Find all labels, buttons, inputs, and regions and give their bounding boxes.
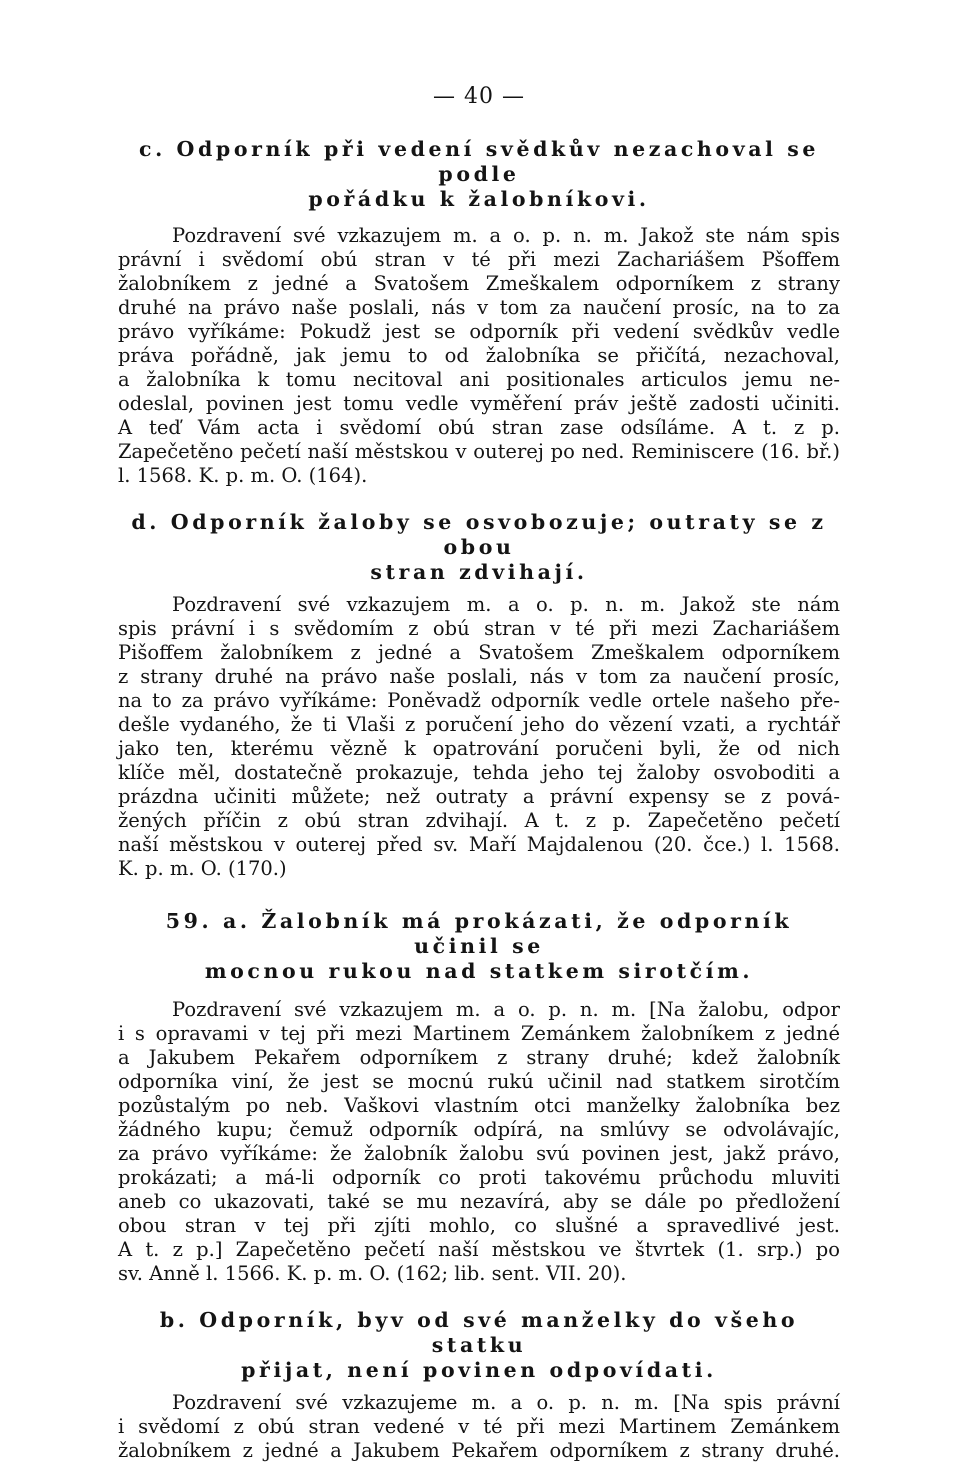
text-line: právní i svědomí obú stran v té při mezi Zachariášem Pšoffem [118, 248, 840, 271]
text-line: z strany druhé na právo naše poslali, nás v tom za naučení prosíc, [118, 665, 840, 688]
section-paragraph [118, 593, 840, 881]
section-heading [118, 510, 840, 585]
text-line: jako ten, kterému vězně k opatrování poručeni byli, že od nich [118, 737, 840, 760]
text-line: spis právní i s svědomím z obú stran v té při mezi Zachariášem [118, 617, 840, 640]
page-number: — 40 — [433, 84, 525, 109]
text-line: i s opravami v tej při mezi Martinem Zemánkem žalobníkem z jedné [118, 1022, 840, 1045]
heading-line: b. Odporník, byv od své manželky do všeho statku [159, 1308, 799, 1357]
text-line: odporníka viní, že jest se mocnú rukú učinil nad statkem sirotčím [118, 1070, 840, 1093]
text-line: Pozdravení své vzkazujeme m. a o. p. n. m. [Na spis právní [172, 1391, 840, 1414]
text-line: A t. z p.] Zapečetěno pečetí naší městskou ve štvrtek (1. srp.) po [118, 1238, 840, 1261]
heading-line: přijat, není povinen odpovídati. [241, 1358, 717, 1382]
section-paragraph [118, 998, 840, 1286]
text-line: obou stran v tej při zjíti mohlo, co slušné a spravedlivé jest. [118, 1214, 840, 1237]
section-b [118, 1308, 840, 1463]
section-paragraph [118, 1391, 840, 1463]
text-line: a žalobníka k tomu necitoval ani positionales articulos jemu ne- [118, 368, 840, 391]
section-heading [118, 1308, 840, 1383]
text-line: práva pořádně, jak jemu to od žalobníka se přičítá, nezachoval, [118, 344, 840, 367]
text-line: pozůstalým po neb. Vaškovi vlastním otci manželky žalobníka bez [118, 1094, 840, 1117]
text-line: právo vyříkáme: Pokudž jest se odporník při vedení svědkův vedle [118, 320, 840, 343]
section-d [118, 510, 840, 881]
text-line: žalobníkem z jedné a Jakubem Pekařem odporníkem z strany druhé. [118, 1439, 840, 1462]
text-line: prázdna učiniti můžete; než outraty a právní expensy se z pová- [118, 785, 840, 808]
text-line: klíče měl, dostatečně prokazuje, tehda jeho tej žaloby osvoboditi a [118, 761, 840, 784]
section-heading [118, 137, 840, 212]
text-line: na to za právo vyříkáme: Poněvadž odporník vedle ortele našeho pře- [118, 689, 840, 712]
text-line: Pozdravení své vzkazujem m. a o. p. n. m. [Na žalobu, odpor [172, 998, 840, 1021]
text-line: za právo vyříkáme: že žalobník žalobu svú povinen jest, jakž právo, [118, 1142, 840, 1165]
text-line: aneb co ukazovati, také se mu nezavírá, aby se dále po předložení [118, 1190, 840, 1213]
text-line: žalobníkem z jedné a Svatošem Zmeškalem odporníkem z strany [118, 272, 840, 295]
text-line: Pozdravení své vzkazujem m. a o. p. n. m. Jakož ste nám [172, 593, 840, 616]
text-line: a Jakubem Pekařem odporníkem z strany druhé; kdež žalobník [118, 1046, 840, 1069]
text-line: žádného kupu; čemuž odporník odpírá, na smlúvy se odvolávajíc, [118, 1118, 840, 1141]
document-page [118, 84, 840, 1463]
text-line: prokázati; a má-li odporník co proti takovému průchodu mluviti [118, 1166, 840, 1189]
heading-line: 59. a. Žalobník má prokázati, že odporník učinil se [165, 909, 793, 958]
section-heading [118, 909, 840, 984]
text-line: Pišoffem žalobníkem z jedné a Svatošem Zmeškalem odporníkem [118, 641, 840, 664]
text-line: l. 1568. K. p. m. O. (164). [118, 464, 368, 487]
heading-line: c. Odporník při vedení svědkův nezachoval se podle [138, 137, 820, 186]
text-line: sv. Anně l. 1566. K. p. m. O. (162; lib. sent. VII. 20). [118, 1262, 627, 1285]
text-line: Zapečetěno pečetí naší městskou v outerej po ned. Reminiscere (16. bř.) [118, 440, 840, 463]
text-line: naší městskou v outerej před sv. Maří Majdalenou (20. čce.) l. 1568. [118, 833, 840, 856]
heading-line: pořádku k žalobníkovi. [308, 187, 650, 211]
section-c [118, 137, 840, 488]
text-line: odeslal, povinen jest tomu vedle vyměření práv ještě zadosti učiniti. [118, 392, 840, 415]
section-59-a [118, 909, 840, 1286]
text-line: žených příčin z obú stran zdvihají. A t. z p. Zapečetěno pečetí [118, 809, 840, 832]
text-line: druhé na právo naše poslali, nás v tom za naučení prosíc, na to za [118, 296, 840, 319]
text-line: K. p. m. O. (170.) [118, 857, 287, 880]
heading-line: stran zdvihají. [370, 560, 588, 584]
heading-line: d. Odporník žaloby se osvobozuje; outraty se z obou [131, 510, 827, 559]
text-line: Pozdravení své vzkazujem m. a o. p. n. m. Jakož ste nám spis [172, 224, 840, 247]
heading-line: mocnou rukou nad statkem sirotčím. [204, 959, 754, 983]
section-paragraph [118, 224, 840, 488]
text-line: dešle vydaného, že ti Vlaši z poručení jeho do vězení vzati, a rychtář [118, 713, 840, 736]
text-line: i svědomí z obú stran vedené v té při mezi Martinem Zemánkem [118, 1415, 840, 1438]
text-line: A teď Vám acta i svědomí obú stran zase odsíláme. A t. z p. [118, 416, 840, 439]
